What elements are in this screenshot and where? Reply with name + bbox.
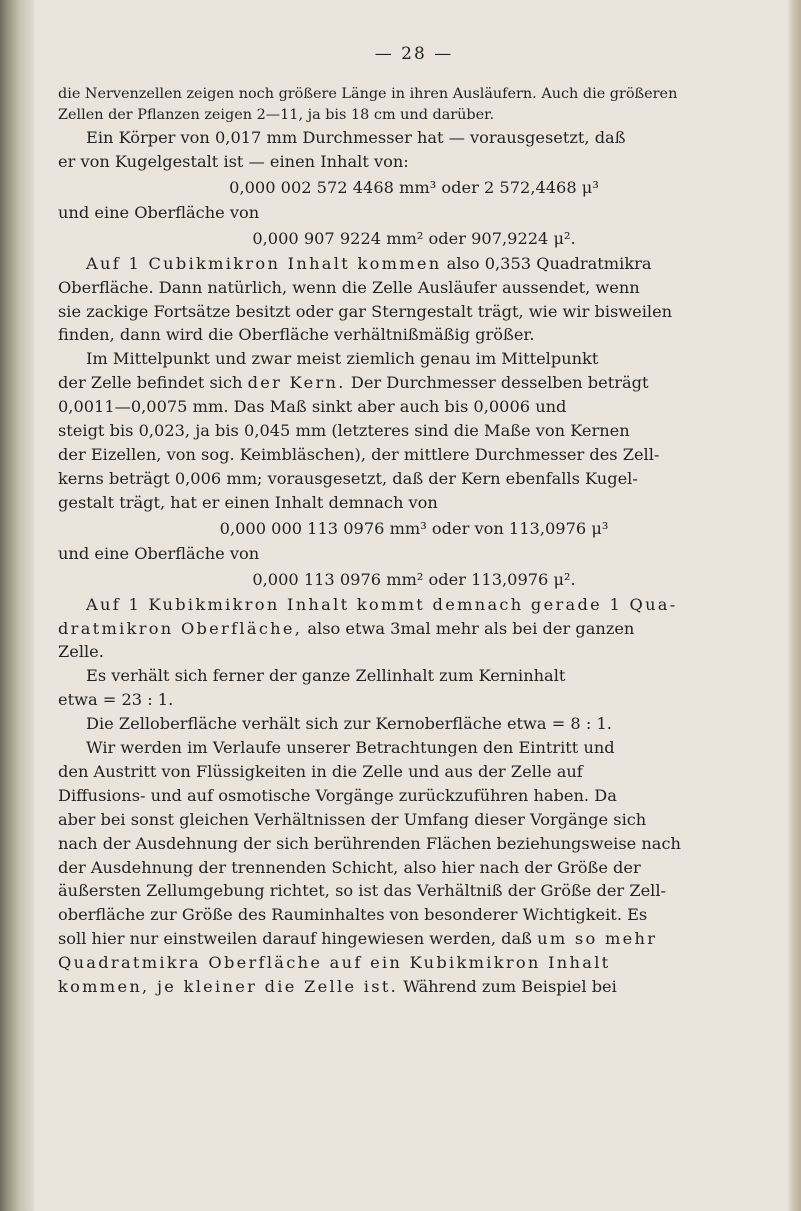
text-line: kerns beträgt 0,006 mm; vorausgesetzt, daß der Kern ebenfalls Kugel- (58, 468, 638, 488)
text-line: Auf 1 Cubikmikron Inhalt kommen also 0,353 Quadratmikra (86, 253, 652, 273)
text-line: und eine Oberfläche von (58, 202, 260, 222)
text-line: Oberfläche. Dann natürlich, wenn die Zelle Ausläufer aussendet, wenn (58, 277, 640, 297)
text-line: der Eizellen, von sog. Keimbläschen), der mittlere Durchmesser des Zell- (58, 444, 660, 464)
emphasis-text: um so mehr (537, 929, 658, 949)
formula-line: 0,000 002 572 4468 mm³ oder 2 572,4468 μ³ (229, 177, 599, 197)
emphasis-text: kommen, je kleiner die Zelle ist. (58, 977, 399, 997)
book-page (58, 44, 770, 999)
page-edge-shadow (787, 0, 801, 1211)
text-line: etwa = 23 : 1. (58, 690, 174, 710)
text-line: er von Kugelgestalt ist — einen Inhalt von: (58, 151, 409, 171)
text-line: finden, dann wird die Oberfläche verhältnißmäßig größer. (58, 325, 535, 345)
emphasis-text: der Kern. (247, 373, 346, 393)
emphasis-text: Quadratmikra Oberfläche auf ein Kubikmikron Inhalt (58, 953, 611, 973)
text-line: Die Zelloberfläche verhält sich zur Kernoberfläche etwa = 8 : 1. (86, 714, 612, 734)
text-line: soll hier nur einstweilen darauf hingewiesen werden, daß um so mehr (58, 929, 658, 949)
text-line: oberfläche zur Größe des Rauminhaltes von besonderer Wichtigkeit. Es (58, 905, 648, 925)
formula-line: 0,000 907 9224 mm² oder 907,9224 μ². (252, 228, 576, 248)
text-line: steigt bis 0,023, ja bis 0,045 mm (letzteres sind die Maße von Kernen (58, 421, 630, 441)
text-line: kommen, je kleiner die Zelle ist. Während zum Beispiel bei (58, 977, 617, 997)
text-line: Wir werden im Verlaufe unserer Betrachtungen den Eintritt und (86, 738, 615, 758)
text-line: dratmikron Oberfläche, also etwa 3mal mehr als bei der ganzen (58, 618, 635, 638)
emphasis-text: Auf 1 Cubikmikron Inhalt kommen (86, 253, 442, 273)
text-line: nach der Ausdehnung der sich berührenden Flächen beziehungsweise nach (58, 833, 681, 853)
text-line: Diffusions- und auf osmotische Vorgänge zurückzuführen haben. Da (58, 785, 617, 805)
text-line: Es verhält sich ferner der ganze Zellinhalt zum Kerninhalt (86, 666, 566, 686)
text-line: gestalt trägt, hat er einen Inhalt demnach von (58, 492, 438, 512)
page-binding-shadow (0, 0, 34, 1211)
text-line: Zelle. (58, 642, 104, 662)
text-line: Im Mittelpunkt und zwar meist ziemlich genau im Mittelpunkt (86, 349, 599, 369)
text-line: den Austritt von Flüssigkeiten in die Zelle und aus der Zelle auf (58, 761, 583, 781)
emphasis-text: Auf 1 Kubikmikron Inhalt kommt demnach gerade 1 Qua- (86, 594, 678, 614)
text-line: Ein Körper von 0,017 mm Durchmesser hat — vorausgesetzt, daß (86, 128, 626, 147)
text-line: der Ausdehnung der trennenden Schicht, also hier nach der Größe der (58, 857, 641, 877)
text-line: sie zackige Fortsätze besitzt oder gar Sterngestalt trägt, wie wir bisweilen (58, 301, 673, 321)
emphasis-text: dratmikron Oberfläche, (58, 618, 303, 638)
text-line: Zellen der Pflanzen zeigen 2—11, ja bis 18 cm und darüber. (58, 107, 495, 123)
text-line: äußersten Zellumgebung richtet, so ist das Verhältniß der Größe der Zell- (58, 881, 666, 901)
text-line: aber bei sonst gleichen Verhältnissen der Umfang dieser Vorgänge sich (58, 809, 647, 829)
formula-line: 0,000 113 0976 mm² oder 113,0976 μ². (252, 569, 576, 589)
page-number: — 28 — (374, 44, 454, 64)
text-line: 0,0011—0,0075 mm. Das Maß sinkt aber auch bis 0,0006 und (58, 397, 567, 417)
text-line: der Zelle befindet sich der Kern. Der Durchmesser desselben beträgt (58, 373, 649, 393)
text-line: und eine Oberfläche von (58, 543, 260, 563)
formula-line: 0,000 000 113 0976 mm³ oder von 113,0976 μ³ (219, 518, 609, 538)
text-line: die Nervenzellen zeigen noch größere Länge in ihren Ausläufern. Auch die größeren (58, 86, 678, 102)
